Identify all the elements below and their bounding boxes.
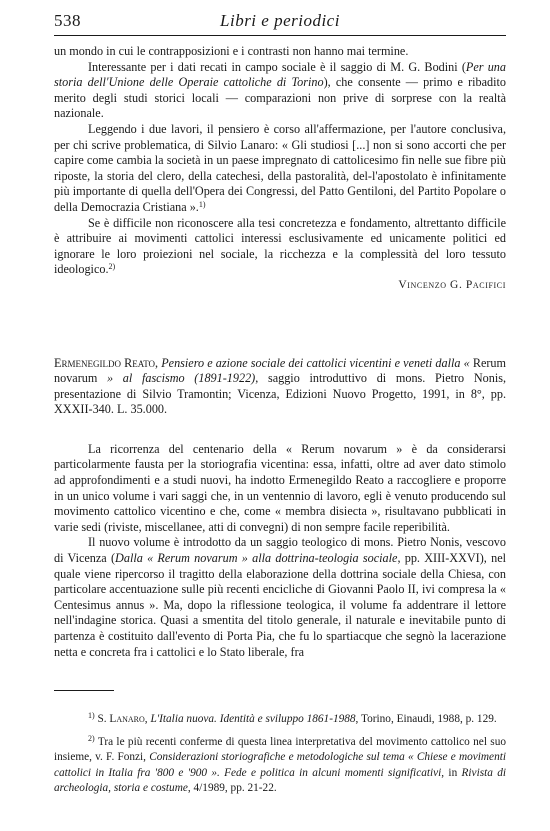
paragraph-lanaro — [54, 122, 506, 216]
review-title-part-b: Rerum novarum — [54, 355, 506, 386]
paragraph-bodini-tail: ), che consente — primo e ribadito merito degli studi storici locali — comparazioni non prive di sorprese con la realtà nazionale. — [54, 75, 506, 121]
paragraph-bodini-lead: Interessante per i dati recati in campo sociale è il saggio di M. G. Bodini ( — [88, 59, 466, 74]
review-title-part-c: » al fascismo (1891-1922) — [97, 371, 256, 386]
main-text — [54, 44, 506, 660]
footnote-1-mark: 1) — [88, 711, 95, 720]
footnote-1-title: L'Italia nuova. Identità e sviluppo 1861-1988 — [150, 713, 356, 725]
footnote-1-tail: , Torino, Einaudi, 1988, p. 129. — [355, 713, 497, 725]
footnote-2-journal: Rivista di archeologia, storia e costume — [54, 766, 506, 794]
footnote-ref-2: 2) — [108, 262, 116, 272]
review-paragraph-2-lead: Il nuovo volume è introdotto da un saggio teologico di mons. Pietro Nonis, vescovo di Vicenza ( — [54, 535, 506, 566]
footnote-2-title: Considerazioni storiografiche e metodologiche sul tema « Chiese e movimenti cattolici in Italia fra '800 e '900 ». Fede e politica in alcuni momenti significativi — [54, 751, 506, 779]
footnote-1: $^{1)}$ S. Lanaro, L'Italia nuova. Identità e sviluppo 1861-1988, Torino, Einaudi, 1988, p. 129. — [88, 711, 497, 725]
review-paragraph-1: La ricorrenza del centenario della « Rerum novarum » è da considerarsi particolarmente fausta per la storiografia vicentina: essa, infatti, oltre ad aver dato stimolo ad approfondimenti e a studi nuovi, ha indotto Ermenegildo Reato a raccogliere e proporre in un unico volume i vari saggi che, in un ventennio di lavoro, egli è venuto producendo sul movimento cattolico vicentino e che, come « membra disiecta », risultavano pubblicati in varie sedi (riviste, miscellanee, atti di convegni) di non sempre facile reperibilità. — [54, 441, 506, 534]
paragraph-lanaro-text: Leggendo i due lavori, il pensiero è corso all'affermazione, per l'autore conclusiva, per chi scrive problematica, di Silvio Lanaro: « Gli studiosi [...] non si sono accorti che per capire come cambia la società in un paese impregnato di cattolicesimo fin nelle sue fibre più riposte, la storia del clero, della catechesi, della pastoralità, del-l'apostolato è infinitamente più importante di quella dell'Opera dei Congressi, del Patto Gentiloni, del Partito Popolare o della Democrazia Cristiana ». — [54, 121, 506, 214]
review-publication-details: , saggio introduttivo di mons. Pietro Nonis, presentazione di Silvio Tramontin; Vicenza, Edizioni Nuovo Progetto, 1991, in 8°, pp. XXXII-340. L. 35.000. — [54, 371, 506, 417]
review-body — [54, 442, 506, 660]
review-heading: Ermenegildo Reato, Pensiero e azione sociale dei cattolici vicentini e veneti dalla « Rerum novarum » al fascismo (1891-1922), saggio introduttivo di mons. Pietro Nonis, presentazione di Silvio Tramontin; Vicenza, Edizioni Nuovo Progetto, 1991, in 8°, pp. XXXII-340. L. 35.000. — [54, 355, 506, 417]
paragraph-continuation: un mondo in cui le contrapposizioni e i contrasti non hanno mai termine. — [54, 44, 409, 58]
review-paragraph-2 — [54, 535, 506, 660]
footnote-2-lead: Tra le più recenti conferme di questa linea interpretativa del movimento cattolico nel suo insieme, v. F. Fonzi, — [54, 736, 506, 764]
review-title-part-a: Pensiero e azione sociale dei cattolici vicentini e veneti dalla « — [161, 355, 473, 370]
running-title: Libri e periodici — [220, 11, 340, 30]
footnote-2-tail: , 4/1989, pp. 21-22. — [187, 781, 277, 794]
footnotes — [54, 712, 506, 796]
review-paragraph-2-tail: , pp. XIII-XXVI), nel quale viene ripercorso il tragitto della elaborazione della dottrina sociale della Chiesa, con particolare accentuazione sulle più recenti encicliche di Giovanni Paolo II, ivi compresa la « Centesimus annus ». Ma, dopo la riflessione teologica, il volume fa addentrare il lettore nell'indagine storica. Quasi a smentita del titolo generale, il naturale e inevitabile punto di partenza è costituito dall'evento di Porta Pia, che fu lo spartiacque che segnò la lacerazione netta e concreta fra i cattolici e lo Stato liberale, fra — [54, 551, 507, 659]
bodini-title: Per una storia dell'Unione delle Operaie cattoliche di Torino — [54, 59, 506, 90]
review-author: Ermenegildo Reato — [54, 355, 156, 370]
footnote-ref-1: 1) — [198, 199, 206, 209]
page-header — [54, 11, 506, 31]
paragraph-bodini — [54, 60, 506, 122]
book-review — [54, 356, 506, 661]
page-number: 538 — [54, 11, 81, 30]
paragraph-conclusion — [54, 216, 506, 278]
footnote-1-author: S. Lanaro — [97, 713, 145, 725]
nonis-essay-title: Dalla « Rerum novarum » alla dottrina-teologia sociale — [115, 551, 398, 566]
reviewer-signature: Vincenzo G. Pacifici — [398, 278, 506, 291]
header-rule — [54, 35, 506, 36]
footnote-2-in: , in — [441, 766, 462, 779]
footnote-2-mark: 2) — [88, 734, 95, 744]
footnote-rule — [54, 690, 114, 691]
paragraph-conclusion-text: Se è difficile non riconoscere alla tesi concretezza e fondamento, altrettanto difficile è attribuire ai movimenti cattolici interessi esclusivamente ed unicamente politici ed ignorare le loro proiezioni nel sociale, la ricchezza e la complessità del loro tessuto ideologico. — [54, 215, 506, 277]
footnote-2 — [54, 735, 506, 796]
